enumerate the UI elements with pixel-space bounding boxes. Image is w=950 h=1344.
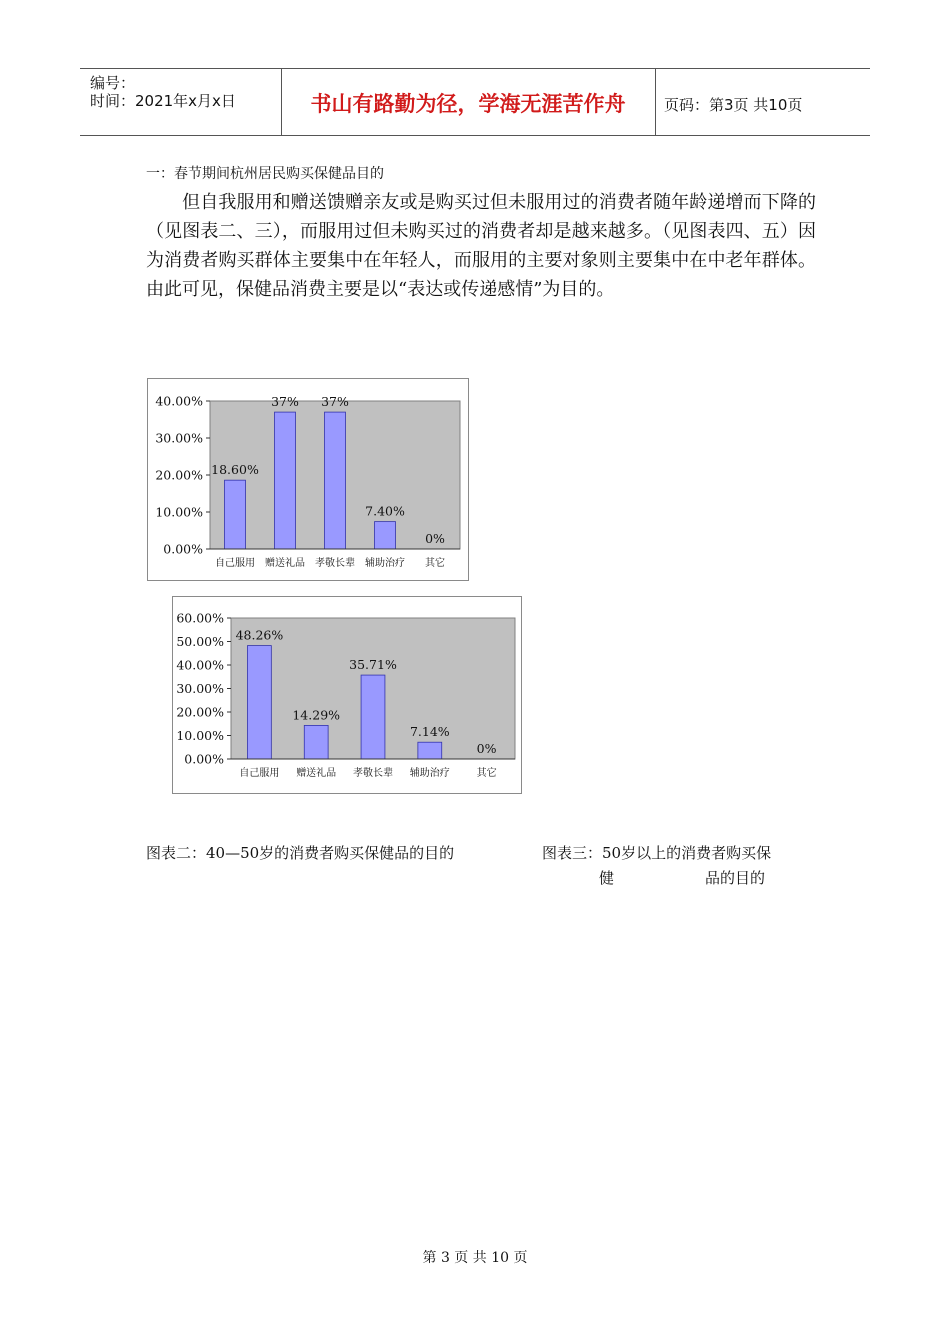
y-tick-label: 50.00% <box>176 634 224 649</box>
body-paragraph <box>146 188 816 304</box>
header-number-label: 编号： <box>90 74 136 92</box>
chart2-svg <box>173 597 521 793</box>
chart-purpose-40-50 <box>147 378 469 581</box>
header-top-rule <box>80 68 870 69</box>
y-tick-label: 10.00% <box>155 504 203 520</box>
bar <box>225 480 246 549</box>
bar <box>275 412 296 549</box>
x-tick-label: 辅助治疗 <box>409 768 450 779</box>
y-tick-label: 40.00% <box>176 657 224 673</box>
y-tick-label: 30.00% <box>155 430 203 446</box>
data-label: 7.40% <box>365 503 405 519</box>
bar <box>304 725 328 759</box>
data-label: 37% <box>271 394 299 410</box>
header-bottom-rule <box>80 135 870 136</box>
body-paragraph-text: 但自我服用和赠送馈赠亲友或是购买过但未服用过的消费者随年龄递增而下降的（见图表二、三），而服用过但未购买过的消费者却是越来越多。（见图表四、五）因为消费者购买群体主要集中在年轻人，而服用的主要对象则主要集中在中老年群体。由此可见，保健品消费主要是以“表达或传递感情”为目的。 <box>146 192 816 300</box>
page-footer: 第 3 页 共 10 页 <box>422 1250 528 1266</box>
header-divider-right <box>655 68 656 136</box>
y-tick-label: 10.00% <box>176 728 224 743</box>
x-tick-label: 其它 <box>476 768 497 779</box>
x-tick-label: 辅助治疗 <box>365 558 405 569</box>
bar <box>361 675 385 759</box>
bar <box>325 412 346 549</box>
data-label: 35.71% <box>349 657 397 673</box>
data-label: 18.60% <box>211 462 259 478</box>
bar <box>418 742 442 759</box>
y-tick-label: 0.00% <box>184 751 224 767</box>
y-tick-label: 60.00% <box>176 610 224 626</box>
data-label: 0% <box>425 531 445 546</box>
chart1-svg <box>148 379 468 580</box>
caption-chart-three-line1: 图表三：50岁以上的消费者购买保 <box>542 844 772 862</box>
data-label: 48.26% <box>235 627 284 643</box>
x-tick-label: 赠送礼品 <box>296 768 337 779</box>
x-tick-label: 赠送礼品 <box>265 558 305 569</box>
bar <box>247 646 271 759</box>
y-tick-label: 0.00% <box>163 541 203 557</box>
chart-purpose-50-plus <box>172 596 522 794</box>
x-tick-label: 自己服用 <box>239 768 280 779</box>
data-label: 7.14% <box>409 724 450 740</box>
y-tick-label: 20.00% <box>176 704 224 720</box>
x-tick-label: 孝敬长辈 <box>353 768 393 779</box>
caption-chart-two: 图表二：40—50岁的消费者购买保健品的目的 <box>146 844 455 862</box>
data-label: 37% <box>321 394 349 410</box>
section-title: 一：春节期间杭州居民购买保健品目的 <box>146 166 384 182</box>
y-tick-label: 30.00% <box>176 681 224 696</box>
caption-chart-three-line2b: 品的目的 <box>705 869 766 887</box>
x-tick-label: 其它 <box>425 558 445 569</box>
data-label: 0% <box>476 741 497 756</box>
caption-chart-three-line2a: 健 <box>599 869 615 887</box>
header-motto: 书山有路勤为径，学海无涯苦作舟 <box>310 92 626 116</box>
x-tick-label: 孝敬长辈 <box>315 558 355 569</box>
x-tick-label: 自己服用 <box>215 558 255 569</box>
y-tick-label: 40.00% <box>155 393 203 409</box>
y-tick-label: 20.00% <box>155 467 203 483</box>
data-label: 14.29% <box>292 707 341 723</box>
header-page-info: 页码：第3页 共10页 <box>664 96 803 114</box>
bar <box>375 522 396 549</box>
header-time-label: 时间：2021年x月x日 <box>90 92 236 110</box>
